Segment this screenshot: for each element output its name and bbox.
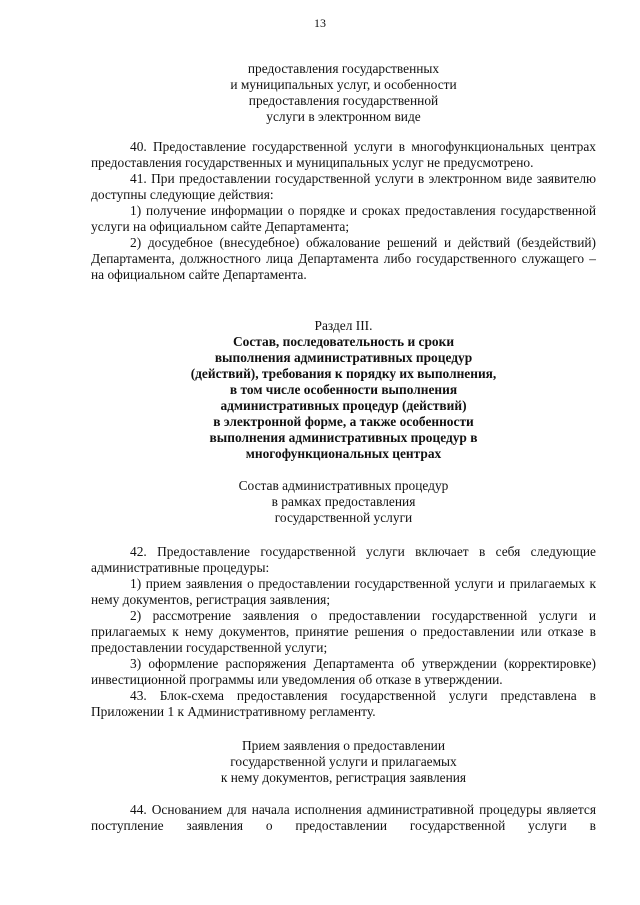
paragraph-42: 42. Предоставление государственной услуги включает в себя следующие административные процедуры: [91,544,596,575]
subsection-heading-electronic [91,61,596,125]
subsection-heading-reception [91,738,596,786]
heading-line: к нему документов, регистрация заявления [220,770,467,785]
section-title-line: выполнения административных процедур в [209,430,478,445]
subsection-heading-composition [91,478,596,526]
heading-line: услуги в электронном виде [266,109,421,124]
paragraph-42-item-3: 3) оформление распоряжения Департамента об утверждении (корректировке) инвестиционной программы или уведомления об отказе в утверждении. [91,656,596,687]
section-title-line: Состав, последовательность и сроки [232,334,455,349]
paragraphs-40-41 [91,139,596,283]
heading-line: предоставления государственной [248,93,439,108]
section-title-line: в электронной форме, а также особенности [213,414,474,429]
section-title-line: административных процедур (действий) [220,398,467,413]
paragraphs-42-43 [91,544,596,720]
paragraph-43: 43. Блок-схема предоставления государственной услуги представлена в Приложении 1 к Административному регламенту. [91,688,596,719]
page-number: 13 [314,16,326,30]
section-title-line: (действий), требования к порядку их выполнения, [190,366,497,381]
heading-line: и муниципальных услуг, и особенности [230,77,457,92]
paragraph-44: 44. Основанием для начала исполнения административной процедуры является поступление заявления о предоставлении государственной услуги в [91,802,596,833]
section-title-line: многофункциональных центрах [245,446,442,461]
paragraph-44-block [91,802,596,834]
heading-line: Прием заявления о предоставлении [242,738,445,753]
section-title-line: выполнения административных процедур [214,350,473,365]
paragraph-41-item-1: 1) получение информации о порядке и сроках предоставления государственной услуги на официальном сайте Департамента; [91,203,596,234]
paragraph-41-item-2: 2) досудебное (внесудебное) обжалование решений и действий (бездействий) Департамента, должностного лица Департамента либо государственного служащего – на официальном сайте Департамента. [91,235,596,282]
paragraph-40: 40. Предоставление государственной услуги в многофункциональных центрах предоставления государственных и муниципальных услуг не предусмотрено. [91,139,596,170]
paragraph-41: 41. При предоставлении государственной услуги в электронном виде заявителю доступны следующие действия: [91,171,596,202]
heading-line: в рамках предоставления [271,494,416,509]
heading-line: предоставления государственных [247,61,440,76]
paragraph-42-item-2: 2) рассмотрение заявления о предоставлении государственной услуги и прилагаемых к нему документов, принятие решения о предоставлении или отказе в предоставлении государственной услуги; [91,608,596,655]
section-label: Раздел III. [314,318,373,333]
section-heading [91,318,596,462]
section-title-line: в том числе особенности выполнения [229,382,458,397]
heading-line: государственной услуги и прилагаемых [230,754,457,769]
heading-line: государственной услуги [274,510,413,525]
heading-line: Состав административных процедур [238,478,449,493]
paragraph-42-item-1: 1) прием заявления о предоставлении государственной услуги и прилагаемых к нему документов, регистрация заявления; [91,576,596,607]
